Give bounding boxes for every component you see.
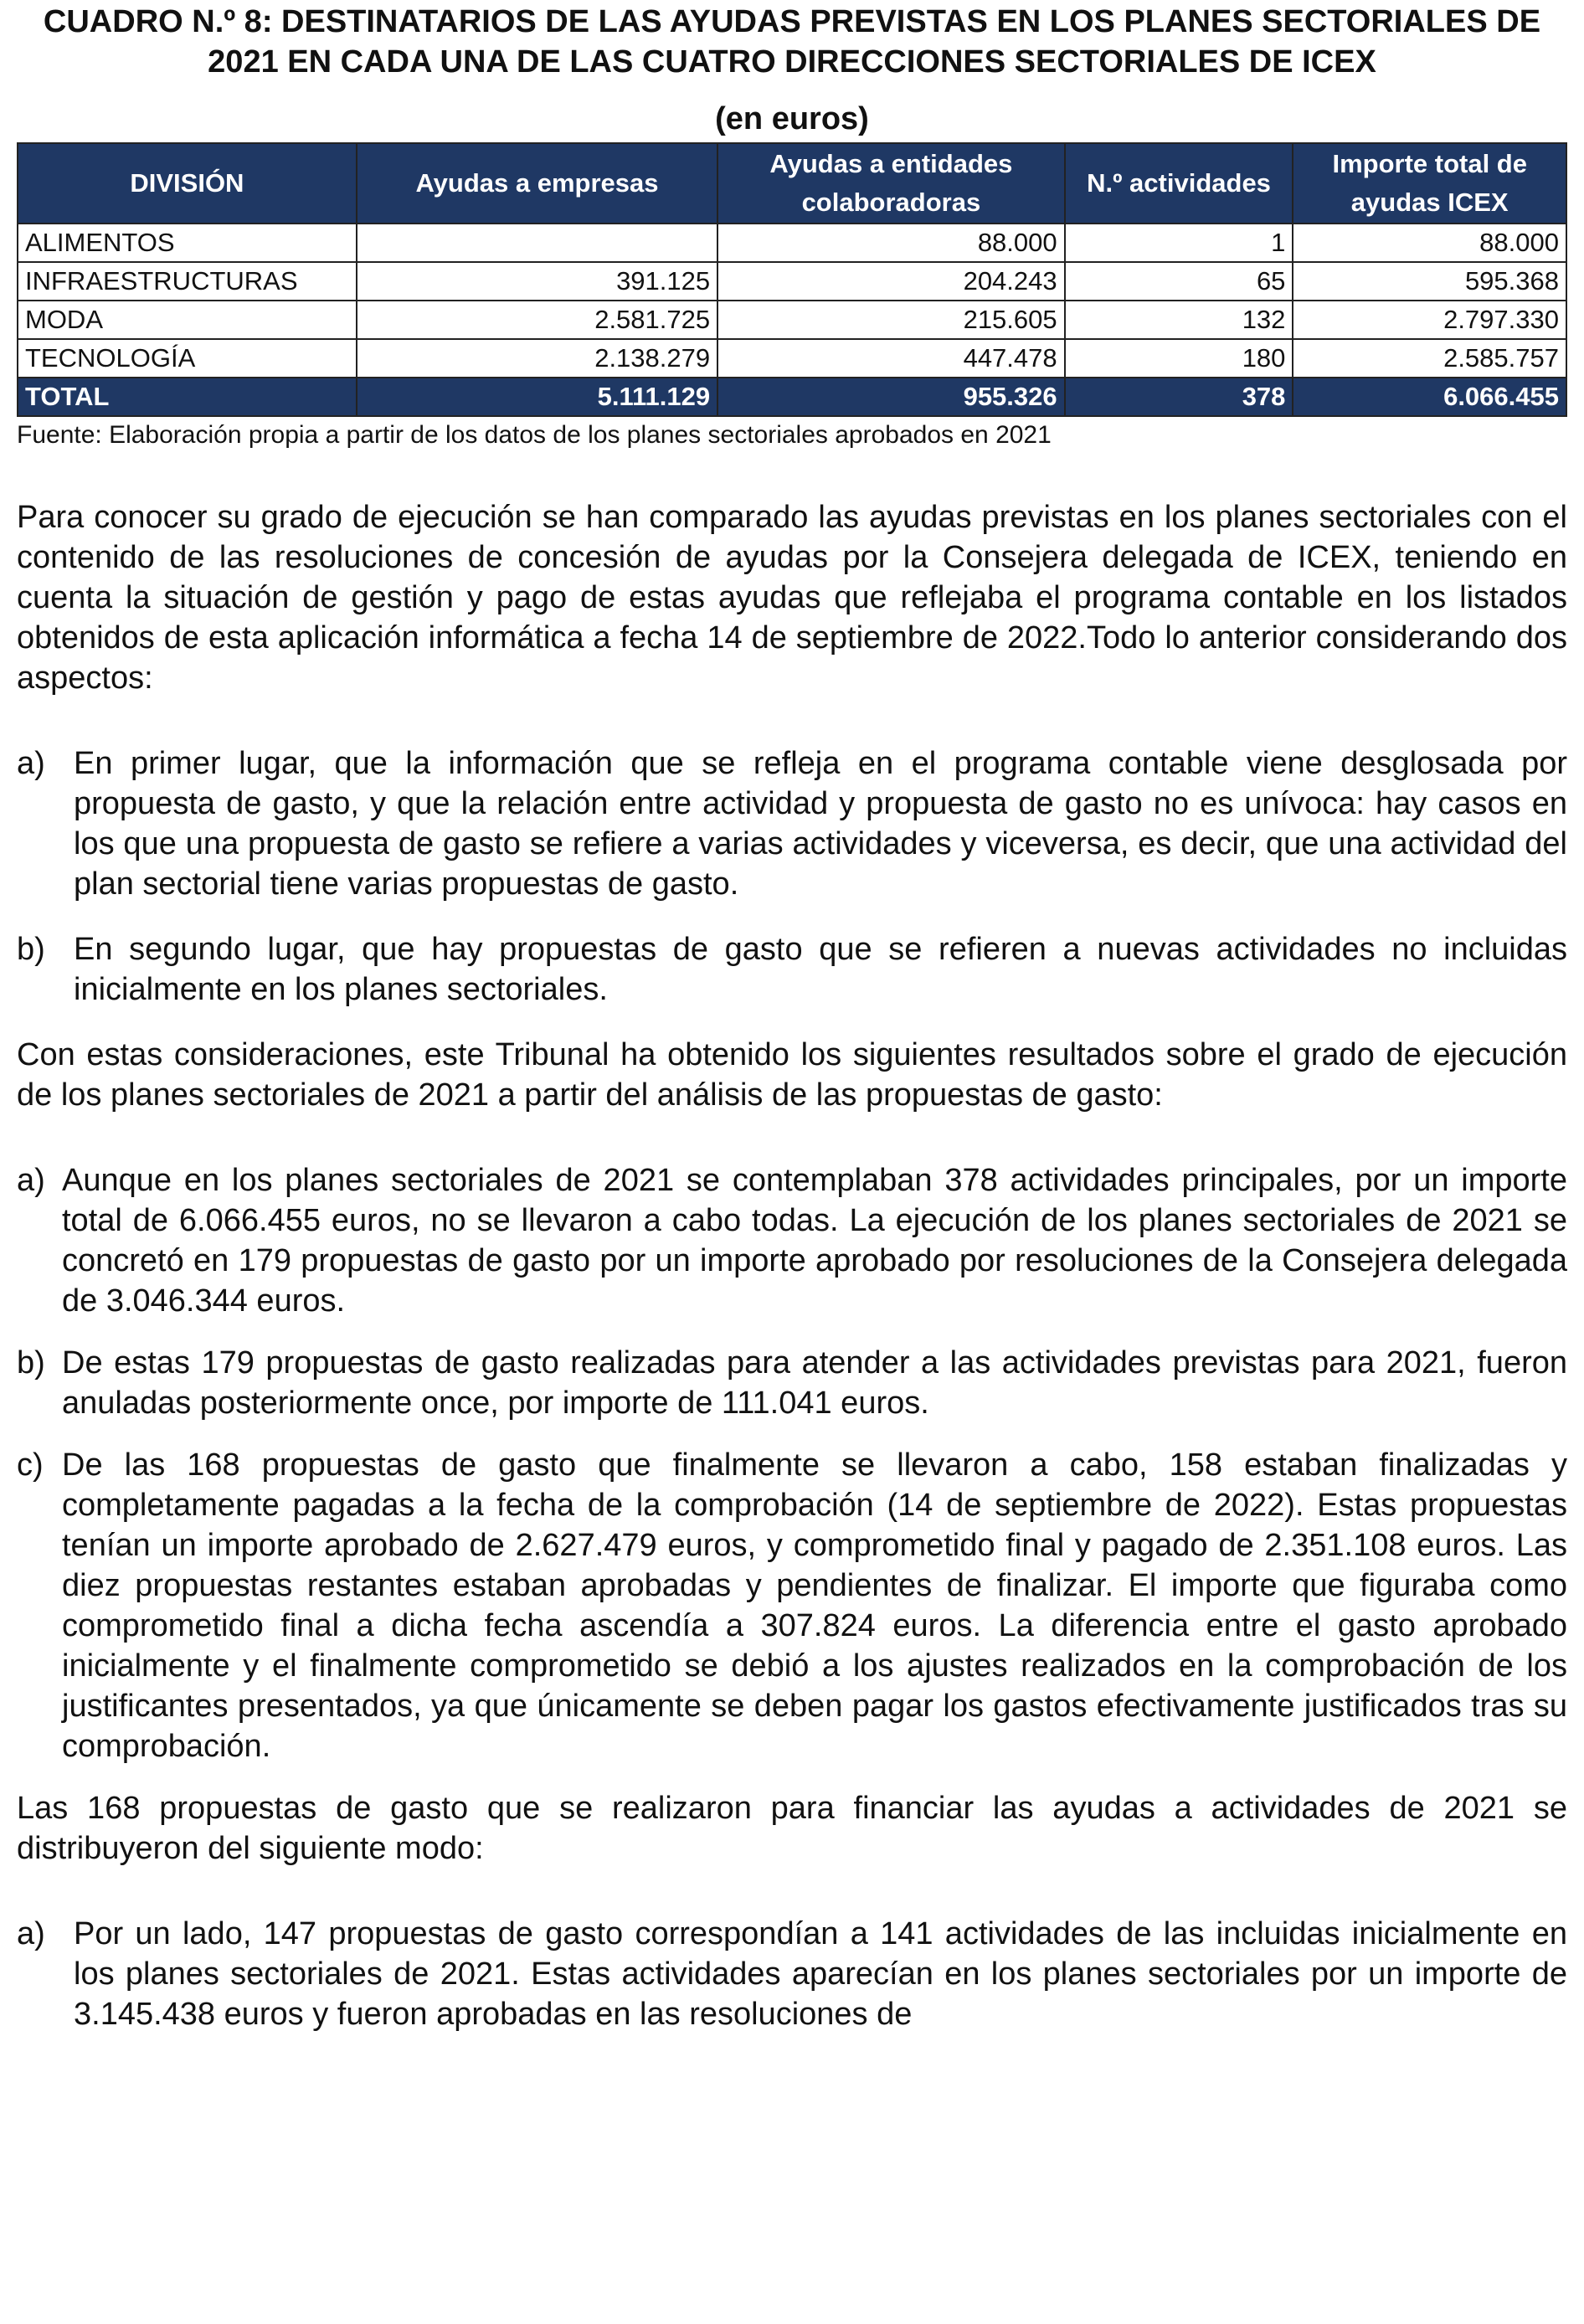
cell-value: 391.125 <box>357 262 717 301</box>
cell-value: 595.368 <box>1293 262 1566 301</box>
document-page <box>17 0 1567 2034</box>
table-row <box>18 262 1566 301</box>
cell-value: 132 <box>1065 301 1293 339</box>
header-importe-total: Importe total de ayudas ICEX <box>1293 143 1566 224</box>
paragraph: Con estas consideraciones, este Tribunal ha obtenido los siguientes resultados sobre el grado de ejecución de los planes sectoriales de 2021 a partir del análisis de las propuestas de gasto: <box>17 1037 1567 1113</box>
list-marker: b) <box>17 932 45 967</box>
table-title: CUADRO N.º 8: DESTINATARIOS DE LAS AYUDAS PREVISTAS EN LOS PLANES SECTORIALES DE 2021 EN CADA UNA DE LAS CUATRO DIRECCIONES SECTORIALES DE ICEX <box>43 4 1541 80</box>
list-distribution <box>17 1914 1567 2034</box>
cell-total-value: 5.111.129 <box>357 378 717 416</box>
table-row <box>18 339 1566 378</box>
paragraph: Las 168 propuestas de gasto que se realizaron para financiar las ayudas a actividades de 2021 se distribuyeron del siguiente modo: <box>17 1791 1567 1866</box>
table-row <box>18 301 1566 339</box>
header-ayudas-empresas: Ayudas a empresas <box>357 143 717 224</box>
cell-value: 1 <box>1065 224 1293 262</box>
list-marker: b) <box>17 1345 45 1381</box>
cell-total-label: TOTAL <box>18 378 357 416</box>
paragraph: Para conocer su grado de ejecución se han comparado las ayudas previstas en los planes sectoriales con el contenido de las resoluciones de concesión de ayudas por la Consejera delegada de ICEX, teniendo en cuenta la situación de gestión y pago de estas ayudas que reflejaba el programa contable en los listados obtenidos de esta aplicación informática a fecha 14 de septiembre de 2022.Todo lo anterior considerando dos aspectos: <box>17 500 1567 696</box>
cell-division: MODA <box>18 301 357 339</box>
table-total-row <box>18 378 1566 416</box>
cell-division: INFRAESTRUCTURAS <box>18 262 357 301</box>
header-num-actividades: N.º actividades <box>1065 143 1293 224</box>
cell-value <box>357 224 717 262</box>
cell-division: TECNOLOGÍA <box>18 339 357 378</box>
list-marker: a) <box>17 1163 45 1198</box>
list-marker: a) <box>17 1916 45 1951</box>
list-item-text: En segundo lugar, que hay propuestas de gasto que se refieren a nuevas actividades no incluidas inicialmente en los planes sectoriales. <box>74 932 1567 1007</box>
header-ayudas-entidades: Ayudas a entidades colaboradoras <box>717 143 1065 224</box>
list-aspects <box>17 743 1567 1010</box>
list-item-text: Por un lado, 147 propuestas de gasto correspondían a 141 actividades de las incluidas inicialmente en los planes sectoriales de 2021. Estas actividades aparecían en los planes sectoriales por un importe de 3.145.438 euros y fueron aprobadas en las resoluciones de <box>74 1916 1567 2032</box>
list-item-text: De las 168 propuestas de gasto que finalmente se llevaron a cabo, 158 estaban finalizadas y completamente pagadas a la fecha de la comprobación (14 de septiembre de 2022). Estas propuestas tenían un importe aprobado de 2.627.479 euros, y comprometido final y pagado de 2.351.108 euros. Las diez propuestas restantes estaban aprobadas y pendientes de finalizar. El importe que figuraba como comprometido final a dicha fecha ascendía a 307.824 euros. La diferencia entre el gasto aprobado inicialmente y el finalmente comprometido se debió a los ajustes realizados en la comprobación de los justificantes presentados, ya que únicamente se deben pagar los gastos efectivamente justificados tras su comprobación. <box>62 1447 1567 1764</box>
table-row <box>18 224 1566 262</box>
cell-value: 2.581.725 <box>357 301 717 339</box>
cell-division: ALIMENTOS <box>18 224 357 262</box>
cell-value: 2.797.330 <box>1293 301 1566 339</box>
list-item <box>17 1914 1567 2034</box>
cell-value: 215.605 <box>717 301 1065 339</box>
list-marker: c) <box>17 1447 44 1483</box>
list-item <box>17 743 1567 904</box>
header-division: DIVISIÓN <box>18 143 357 224</box>
list-item <box>17 929 1567 1010</box>
table-unit: (en euros) <box>715 101 869 136</box>
cell-total-value: 6.066.455 <box>1293 378 1566 416</box>
cell-value: 2.585.757 <box>1293 339 1566 378</box>
cell-value: 88.000 <box>1293 224 1566 262</box>
cell-value: 447.478 <box>717 339 1065 378</box>
list-item <box>17 1343 1567 1423</box>
cell-value: 204.243 <box>717 262 1065 301</box>
cell-value: 88.000 <box>717 224 1065 262</box>
cell-total-value: 378 <box>1065 378 1293 416</box>
list-item-text: De estas 179 propuestas de gasto realizadas para atender a las actividades previstas para 2021, fueron anuladas posteriormente once, por importe de 111.041 euros. <box>62 1345 1567 1421</box>
cell-value: 65 <box>1065 262 1293 301</box>
list-results <box>17 1160 1567 1766</box>
list-item-text: Aunque en los planes sectoriales de 2021 se contemplaban 378 actividades principales, por un importe total de 6.066.455 euros, no se llevaron a cabo todas. La ejecución de los planes sectoriales de 2021 se concretó en 179 propuestas de gasto por un importe aprobado por resoluciones de la Consejera delegada de 3.046.344 euros. <box>62 1163 1567 1319</box>
cell-value: 180 <box>1065 339 1293 378</box>
table-header-row <box>18 143 1566 224</box>
cell-total-value: 955.326 <box>717 378 1065 416</box>
table-source: Fuente: Elaboración propia a partir de los datos de los planes sectoriales aprobados en 2021 <box>17 421 1052 449</box>
list-item <box>17 1445 1567 1766</box>
data-table <box>17 142 1567 417</box>
list-item-text: En primer lugar, que la información que se refleja en el programa contable viene desglosada por propuesta de gasto, y que la relación entre actividad y propuesta de gasto no es unívoca: hay casos en los que una propuesta de gasto se refiere a varias actividades y viceversa, es decir, que una actividad del plan sectorial tiene varias propuestas de gasto. <box>74 746 1567 902</box>
cell-value: 2.138.279 <box>357 339 717 378</box>
list-marker: a) <box>17 746 45 781</box>
list-item <box>17 1160 1567 1321</box>
